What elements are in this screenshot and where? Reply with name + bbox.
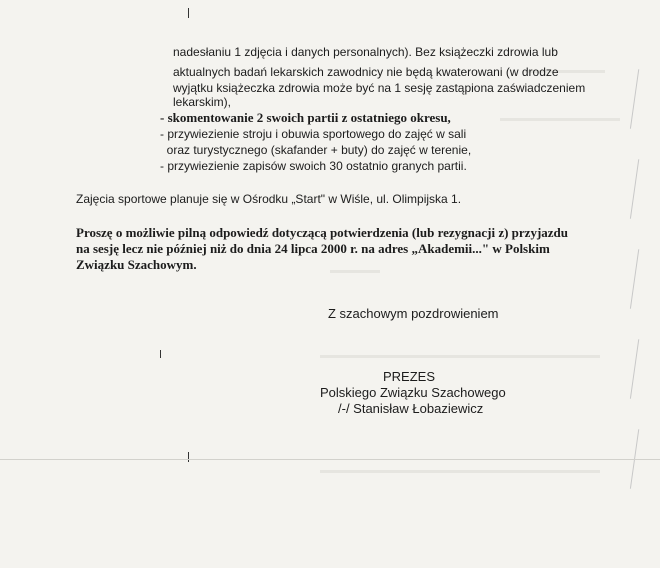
text-line: lekarskim),	[173, 95, 232, 109]
punch-mark	[188, 452, 189, 462]
text-line: aktualnych badań lekarskich zawodnicy nie będą kwaterowani (w drodze	[173, 65, 559, 79]
signature-name: /-/ Stanisław Łobaziewicz	[338, 401, 484, 416]
text-line: oraz turystycznego (skafander + buty) do zajęć w terenie,	[160, 143, 472, 157]
text-line: - przywiezienie stroju i obuwia sportowego do zajęć w sali	[160, 127, 467, 141]
page-fold-line	[0, 459, 660, 460]
show-through-mark	[320, 355, 600, 358]
closing-salutation: Z szachowym pozdrowieniem	[328, 306, 499, 321]
signature-title: PREZES	[383, 369, 436, 384]
show-through-mark	[330, 270, 380, 273]
text-line: - przywiezienie zapisów swoich 30 ostatnio granych partii.	[160, 159, 467, 173]
reverse-side-handwriting	[630, 70, 654, 550]
request-line: Proszę o możliwie pilną odpowiedź dotyczącą potwierdzenia (lub rezygnacji z) przyjazdu	[76, 225, 569, 240]
request-line: Związku Szachowym.	[76, 257, 197, 272]
venue-paragraph: Zajęcia sportowe planuje się w Ośrodku „Start" w Wiśle, ul. Olimpijska 1.	[76, 192, 462, 206]
request-line: na sesję lecz nie później niż do dnia 24 lipca 2000 r. na adres „Akademii..." w Polskim	[76, 241, 550, 256]
punch-mark	[160, 350, 161, 358]
text-line-bold: - skomentowanie 2 swoich partii z ostatniego okresu,	[160, 110, 451, 125]
show-through-mark	[500, 118, 620, 121]
text-line: nadesłaniu 1 zdjęcia i danych personalnych). Bez książeczki zdrowia lub	[173, 45, 558, 59]
show-through-mark	[320, 470, 600, 473]
punch-mark	[188, 8, 189, 18]
text-line: wyjątku książeczka zdrowia może być na 1 sesję zastąpiona zaświadczeniem	[173, 81, 586, 95]
signature-organization: Polskiego Związku Szachowego	[320, 385, 506, 400]
